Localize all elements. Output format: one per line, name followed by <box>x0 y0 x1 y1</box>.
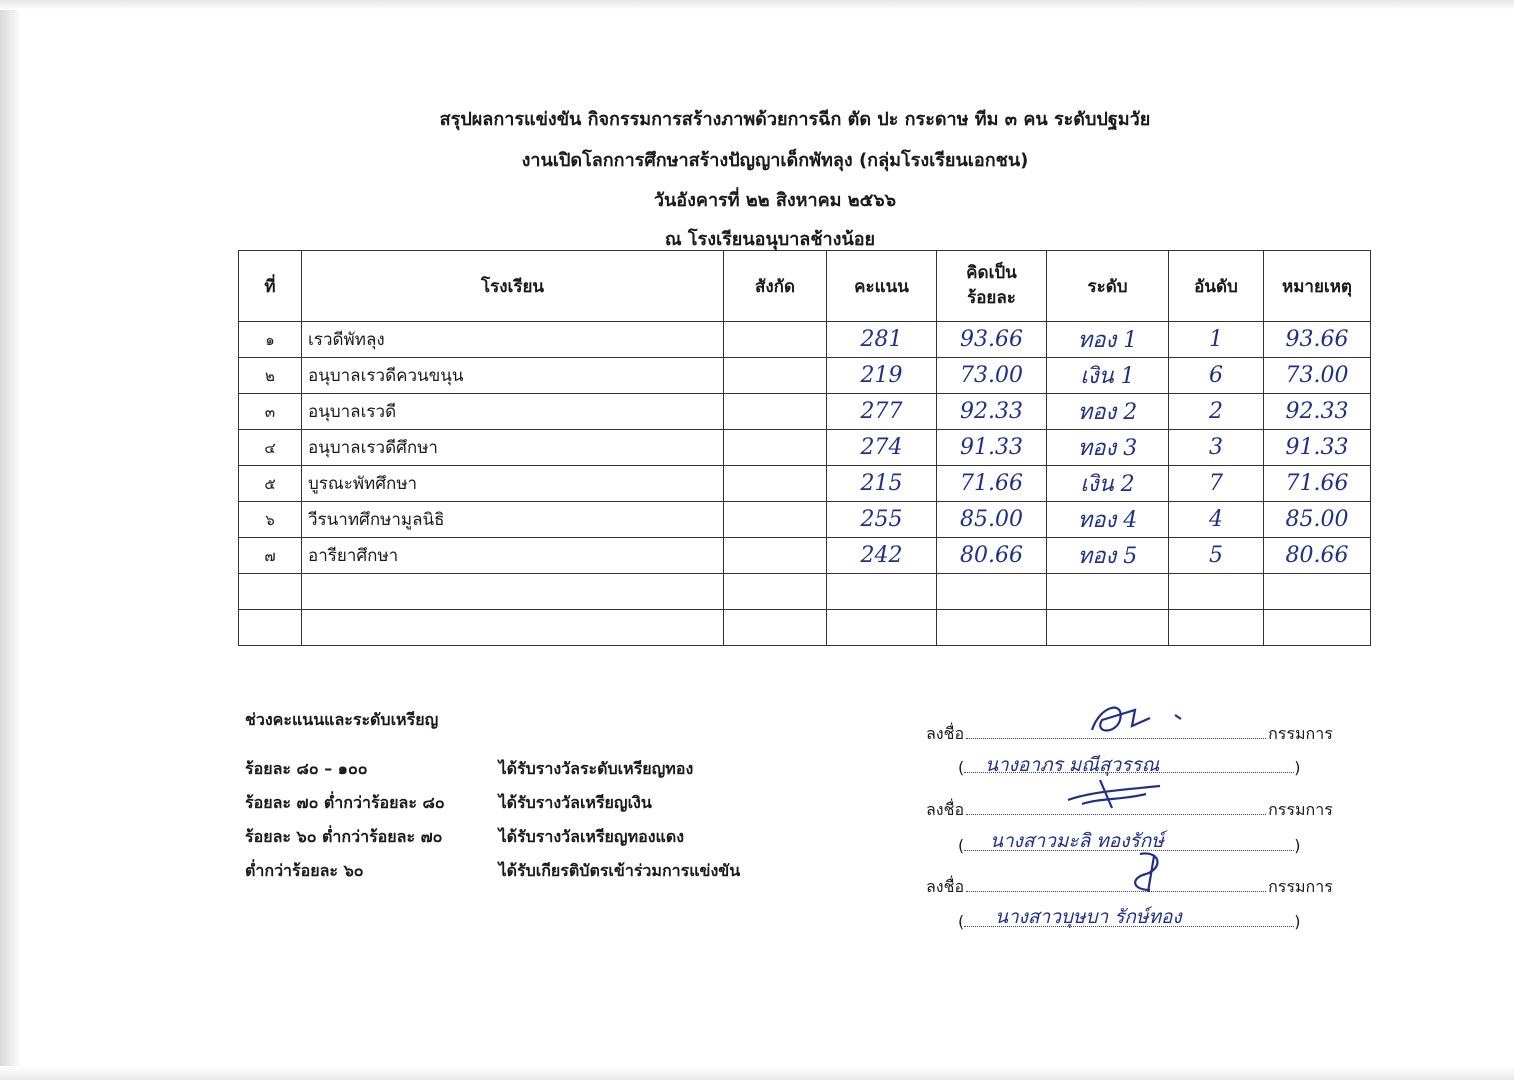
legend-range: ร้อยละ ๘๐ – ๑๐๐ <box>245 759 368 778</box>
cell-affiliation <box>724 610 827 646</box>
cell-score: 281 <box>827 322 937 358</box>
signature-role: กรรมการ <box>1268 724 1333 743</box>
signature-label: ลงชื่อ <box>926 877 965 896</box>
legend-row <box>245 859 740 884</box>
cell-rank <box>1169 610 1264 646</box>
table-row <box>239 430 1371 466</box>
handwritten-signature-1 <box>1080 700 1200 740</box>
cell-level: ทอง 4 <box>1047 502 1169 538</box>
page-edge-shadow <box>0 0 22 1080</box>
cell-level <box>1047 574 1169 610</box>
table-row <box>239 322 1371 358</box>
signature-label: ลงชื่อ <box>926 724 965 743</box>
handwritten-name-3: นางสาวบุษบา รักษ์ทอง <box>995 906 1182 928</box>
table-body <box>239 322 1371 646</box>
cell-no: ๕ <box>239 466 302 502</box>
cell-remark: 85.00 <box>1264 502 1371 538</box>
table-row <box>239 466 1371 502</box>
table-row <box>239 610 1371 646</box>
cell-percent: 85.00 <box>937 502 1047 538</box>
cell-remark <box>1264 610 1371 646</box>
signature-dots <box>966 877 1266 892</box>
cell-school <box>302 574 724 610</box>
document-venue: ณ โรงเรียนอนุบาลช้างน้อย <box>664 229 876 250</box>
cell-remark: 73.00 <box>1264 358 1371 394</box>
legend-award: ได้รับรางวัลเหรียญทองแดง <box>498 827 685 846</box>
header-level: ระดับ <box>1047 251 1169 322</box>
cell-rank: 2 <box>1169 394 1264 430</box>
cell-score: 219 <box>827 358 937 394</box>
header-percent-line1: คิดเป็น <box>966 262 1017 283</box>
cell-no <box>239 574 302 610</box>
cell-rank: 3 <box>1169 430 1264 466</box>
cell-remark <box>1264 574 1371 610</box>
header-school-label: โรงเรียน <box>480 276 545 297</box>
signature-role: กรรมการ <box>1268 877 1333 896</box>
page-edge-bottom <box>0 1066 1514 1080</box>
table-row <box>239 538 1371 574</box>
name-close-paren: ) <box>1294 912 1301 931</box>
header-no: ที่ <box>239 251 302 322</box>
cell-level: เงิน 1 <box>1047 358 1169 394</box>
name-open-paren: ( <box>958 836 965 855</box>
handwritten-name-2: นางสาวมะลิ ทองรักษ์ <box>990 830 1164 852</box>
cell-percent: 91.33 <box>937 430 1047 466</box>
header-score: คะแนน <box>827 251 937 322</box>
document-title: สรุปผลการแข่งขัน กิจกรรมการสร้างภาพด้วยการฉีก ตัด ปะ กระดาษ ทีม ๓ คน ระดับปฐมวัย <box>439 109 1151 130</box>
cell-score <box>827 574 937 610</box>
cell-level: ทอง 3 <box>1047 430 1169 466</box>
cell-school: อนุบาลเรวดีศึกษา <box>302 430 724 466</box>
cell-affiliation <box>724 358 827 394</box>
cell-affiliation <box>724 574 827 610</box>
cell-no: ๗ <box>239 538 302 574</box>
document-date: วันอังคารที่ ๒๒ สิงหาคม ๒๕๖๖ <box>653 190 897 211</box>
cell-remark: 92.33 <box>1264 394 1371 430</box>
cell-school: อารียาศึกษา <box>302 538 724 574</box>
cell-no: ๒ <box>239 358 302 394</box>
legend-range: ร้อยละ ๖๐ ต่ำกว่าร้อยละ ๗๐ <box>245 827 443 846</box>
cell-rank: 7 <box>1169 466 1264 502</box>
cell-rank: 4 <box>1169 502 1264 538</box>
page-edge-top <box>0 0 1514 10</box>
cell-score <box>827 610 937 646</box>
cell-level <box>1047 610 1169 646</box>
cell-rank: 5 <box>1169 538 1264 574</box>
cell-remark: 91.33 <box>1264 430 1371 466</box>
table-row <box>239 574 1371 610</box>
cell-score: 255 <box>827 502 937 538</box>
cell-rank <box>1169 574 1264 610</box>
legend-title: ช่วงคะแนนและระดับเหรียญ <box>245 710 439 729</box>
cell-remark: 93.66 <box>1264 322 1371 358</box>
name-close-paren: ) <box>1294 836 1301 855</box>
header-percent-line2: ร้อยละ <box>967 288 1016 308</box>
cell-no: ๑ <box>239 322 302 358</box>
handwritten-signature-3 <box>1120 846 1180 896</box>
legend-award: ได้รับรางวัลระดับเหรียญทอง <box>498 759 694 778</box>
handwritten-signature-2 <box>1060 778 1170 814</box>
signature-label: ลงชื่อ <box>926 800 965 819</box>
header-percent <box>937 251 1047 322</box>
cell-level: ทอง 5 <box>1047 538 1169 574</box>
cell-percent: 71.66 <box>937 466 1047 502</box>
cell-percent <box>937 610 1047 646</box>
cell-affiliation <box>724 322 827 358</box>
signature-role: กรรมการ <box>1268 800 1333 819</box>
handwritten-name-1: นางอาภร มณีสุวรรณ <box>985 754 1160 776</box>
header-school <box>302 251 724 322</box>
cell-no: ๔ <box>239 430 302 466</box>
cell-percent: 93.66 <box>937 322 1047 358</box>
cell-remark: 80.66 <box>1264 538 1371 574</box>
cell-school: วีรนาทศึกษามูลนิธิ <box>302 502 724 538</box>
name-open-paren: ( <box>958 758 965 777</box>
cell-school: อนุบาลเรวดีควนขนุน <box>302 358 724 394</box>
table-header-row <box>239 251 1371 322</box>
table-row <box>239 358 1371 394</box>
cell-school <box>302 610 724 646</box>
cell-score: 274 <box>827 430 937 466</box>
cell-percent: 80.66 <box>937 538 1047 574</box>
cell-percent: 73.00 <box>937 358 1047 394</box>
header-rank: อันดับ <box>1169 251 1264 322</box>
document-subtitle: งานเปิดโลกการศึกษาสร้างปัญญาเด็กพัทลุง (กลุ่มโรงเรียนเอกชน) <box>521 150 1029 171</box>
legend-range: ร้อยละ ๗๐ ต่ำกว่าร้อยละ ๘๐ <box>245 793 445 812</box>
header-affiliation: สังกัด <box>724 251 827 322</box>
table-row <box>239 502 1371 538</box>
cell-school: บูรณะพัทศึกษา <box>302 466 724 502</box>
cell-affiliation <box>724 430 827 466</box>
header-remark: หมายเหตุ <box>1264 251 1371 322</box>
cell-percent: 92.33 <box>937 394 1047 430</box>
results-table <box>238 250 1371 646</box>
cell-affiliation <box>724 394 827 430</box>
legend-range: ต่ำกว่าร้อยละ ๖๐ <box>245 861 364 880</box>
cell-score: 215 <box>827 466 937 502</box>
cell-no: ๓ <box>239 394 302 430</box>
cell-school: อนุบาลเรวดี <box>302 394 724 430</box>
legend-row <box>245 791 652 816</box>
cell-score: 242 <box>827 538 937 574</box>
legend-award: ได้รับเกียรติบัตรเข้าร่วมการแข่งขัน <box>498 861 741 880</box>
cell-rank: 1 <box>1169 322 1264 358</box>
cell-rank: 6 <box>1169 358 1264 394</box>
cell-affiliation <box>724 502 827 538</box>
cell-no <box>239 610 302 646</box>
cell-level: เงิน 2 <box>1047 466 1169 502</box>
cell-score: 277 <box>827 394 937 430</box>
name-close-paren: ) <box>1294 758 1301 777</box>
cell-no: ๖ <box>239 502 302 538</box>
name-open-paren: ( <box>958 912 965 931</box>
legend-award: ได้รับรางวัลเหรียญเงิน <box>498 793 652 812</box>
cell-affiliation <box>724 466 827 502</box>
cell-level: ทอง 1 <box>1047 322 1169 358</box>
legend-row <box>245 757 693 782</box>
legend-row <box>245 825 684 850</box>
cell-remark: 71.66 <box>1264 466 1371 502</box>
cell-affiliation <box>724 538 827 574</box>
table-row <box>239 394 1371 430</box>
cell-level: ทอง 2 <box>1047 394 1169 430</box>
cell-school: เรวดีพัทลุง <box>302 322 724 358</box>
cell-percent <box>937 574 1047 610</box>
